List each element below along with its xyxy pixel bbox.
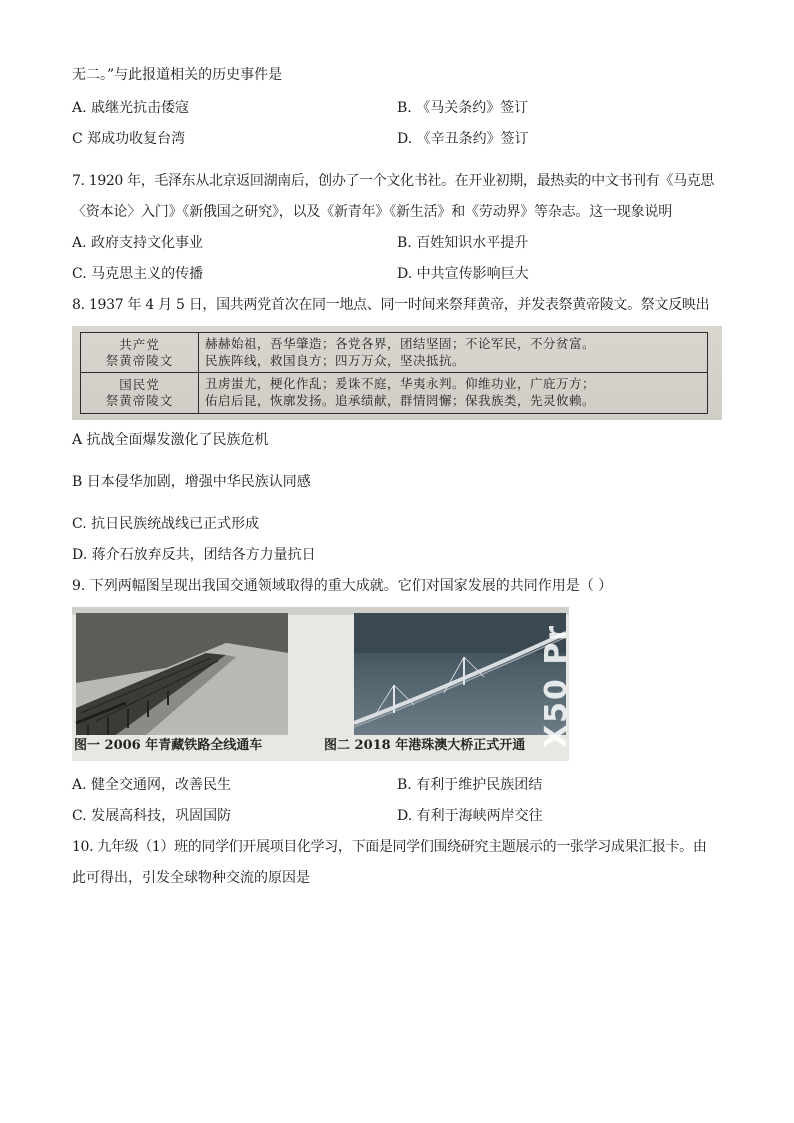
row-header-party: 共产党 <box>119 336 160 352</box>
caption-figure2: 图二 2018 年港珠澳大桥正式开通 <box>324 738 526 753</box>
row-text-line: 赫赫始祖，吾华肇造；各党各界，团结坚固；不论军民，不分贫富。 <box>205 335 596 351</box>
q8-table-photo <box>72 326 722 420</box>
row-header-kmt <box>81 373 199 413</box>
q10-stem-line1: 10. 九年级（1）班的同学们开展项目化学习，下面是同学们围绕研究主题展示的一张学习成果汇报卡。由 <box>72 839 707 855</box>
row-header-title: 祭黄帝陵文 <box>105 352 174 368</box>
q8-option-a: A 抗战全面爆发激化了民族危机 <box>72 432 269 448</box>
row-body-cpc <box>205 333 703 372</box>
hzmb-bridge-image <box>354 613 566 735</box>
q8-option-c: C. 抗日民族统战线已正式形成 <box>72 516 260 532</box>
q8-option-b: B 日本侵华加剧，增强中华民族认同感 <box>72 474 311 490</box>
q10-stem-line2: 此可得出，引发全球物种交流的原因是 <box>72 870 310 886</box>
q6-option-b: B. 《马关条约》签订 <box>397 100 529 116</box>
row-text-line: 丑虏蚩尤，梗化作乱；爰诛不庭，华夷永判。仰维功业，广庇万方； <box>205 376 596 392</box>
row-header-party: 国民党 <box>119 377 160 393</box>
q9-option-a: A. 健全交通网，改善民生 <box>72 777 232 793</box>
q6-option-a: A. 戚继光抗击倭寇 <box>72 100 190 116</box>
q7-option-c: C. 马克思主义的传播 <box>72 266 204 282</box>
q9-option-d: D. 有利于海峡两岸交往 <box>397 808 543 824</box>
qinghai-tibet-railway-image <box>76 613 288 735</box>
q9-stem: 9. 下列两幅图呈现出我国交通领域取得的重大成就。它们对国家发展的共同作用是（ ） <box>72 578 613 594</box>
q6-stem-continued: 无二。”与此报道相关的历史事件是 <box>72 67 283 83</box>
q9-option-b: B. 有利于维护民族团结 <box>397 777 543 793</box>
row-header-title: 祭黄帝陵文 <box>105 393 174 408</box>
row-body-kmt <box>205 373 703 413</box>
q6-option-d: D. 《辛丑条约》签订 <box>397 131 529 147</box>
q8-option-d: D. 蒋介石放弃反共，团结各方力量抗日 <box>72 547 316 563</box>
q8-stem: 8. 1937 年 4 月 5 日，国共两党首次在同一地点、同一时间来祭拜黄帝，并发表祭黄帝陵文。祭文反映出 <box>72 297 710 313</box>
row-header-cpc <box>81 333 199 372</box>
row-text-line: 民族阵线，救国良方；四万万众，坚决抵抗。 <box>205 352 466 368</box>
q6-option-c: C 郑成功收复台湾 <box>72 131 186 147</box>
sacrifice-text-table <box>80 332 708 414</box>
q7-option-a: A. 政府支持文化事业 <box>72 235 204 251</box>
q7-stem-line1: 7. 1920 年，毛泽东从北京返回湖南后，创办了一个文化书社。在开业初期，最热卖的中文书刊有《马克思 <box>72 173 715 189</box>
table-row-kmt <box>81 373 707 413</box>
q9-photo <box>72 607 574 761</box>
q9-option-c: C. 发展高科技，巩固国防 <box>72 808 232 824</box>
row-text-line: 佑启后昆，恢廓发扬。追承绩献，群情罔懈；保我族类，先灵攸赖。 <box>205 393 596 408</box>
q7-stem-line2: 〈资本论〉入门》《新俄国之研究》，以及《新青年》《新生活》和《劳动界》等杂志。这一现象说明 <box>72 204 672 220</box>
q7-option-b: B. 百姓知识水平提升 <box>397 235 529 251</box>
q7-option-d: D. 中共宣传影响巨大 <box>397 266 529 282</box>
table-row-cpc <box>81 333 707 373</box>
camera-watermark: X50 Pr <box>539 623 574 749</box>
caption-figure1: 图一 2006 年青藏铁路全线通车 <box>74 738 263 753</box>
